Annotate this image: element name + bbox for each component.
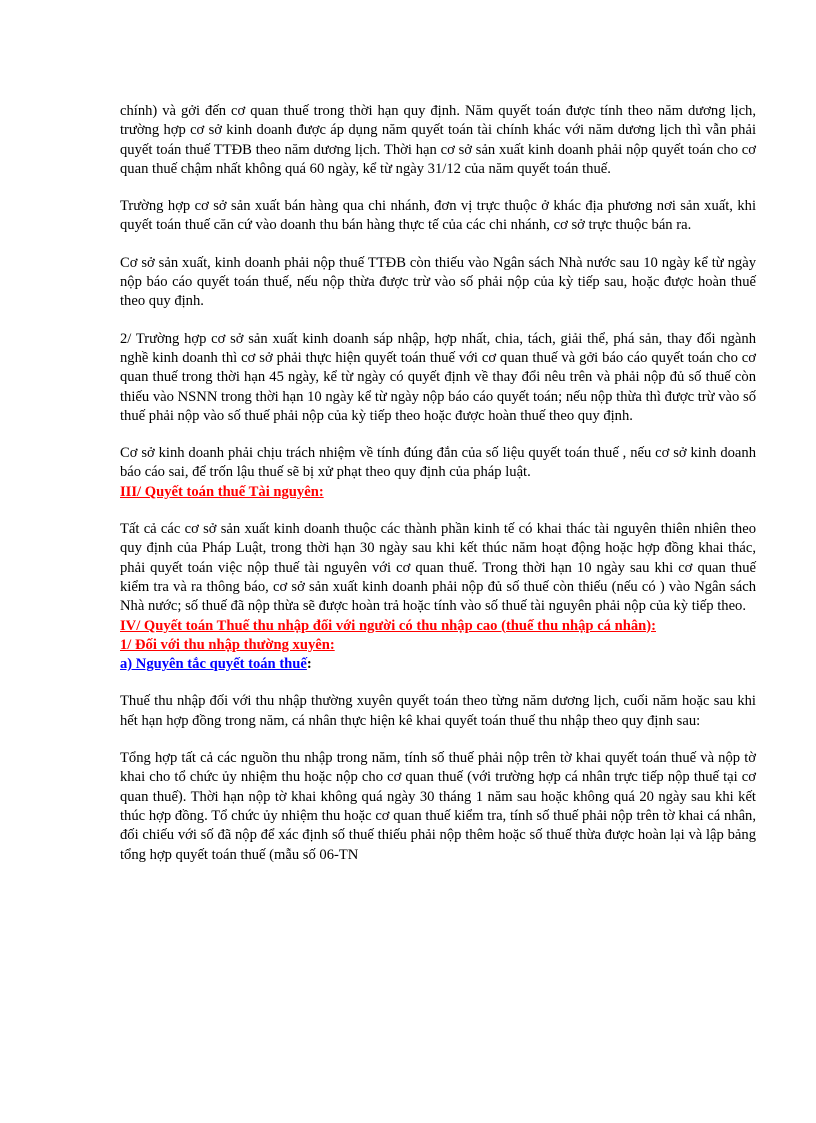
document-page: [120, 102, 756, 865]
paragraph-5: Cơ sở kinh doanh phải chịu trách nhiệm về tính đúng đắn của số liệu quyết toán thuế , nếu cơ sở kinh doanh báo cáo sai, để trốn lậu thuế sẽ bị xử phạt theo quy định của pháp luật.: [120, 445, 756, 481]
paragraph-3: Cơ sở sản xuất, kinh doanh phải nộp thuế TTĐB còn thiếu vào Ngân sách Nhà nước sau 10 ngày kể từ ngày nộp báo cáo quyết toán thuế, nếu nộp thừa được trừ vào số phải nộp của kỳ tiếp sau, hoặc được hoàn thuế theo quy định.: [120, 254, 756, 310]
paragraph-8: Tổng hợp tất cả các nguồn thu nhập trong năm, tính số thuế phải nộp trên tờ khai quyết toán thuế và nộp tờ khai cho tổ chức ủy nhiệm thu hoặc nộp cho cơ quan thuế (với trường hợp cá nhân trực tiếp nộp thuế tại cơ quan thuế). Thời hạn nộp tờ khai không quá ngày 30 tháng 1 năm sau hoặc không quá 20 ngày sau khi kết thúc hợp đồng. Tổ chức ủy nhiệm thu hoặc cơ quan thuế kiểm tra, tính số thuế phải nộp trên tờ khai cá nhân, đối chiếu với số đã nộp để xác định số thuế thiếu phải nộp thêm hoặc số thuế thừa được hoàn lại và lập bảng tổng hợp quyết toán thuế (mẫu số 06-TN: [120, 750, 756, 863]
heading-section-3: III/ Quyết toán thuế Tài nguyên:: [120, 483, 324, 500]
heading-subsection-a: [120, 655, 756, 674]
paragraph-1: chính) và gởi đến cơ quan thuế trong thời hạn quy định. Năm quyết toán được tính theo năm dương lịch, trường hợp cơ sở kinh doanh được áp dụng năm quyết toán tài chính khác với năm dương lịch thì vẫn phải quyết toán thuế TTĐB theo năm dương lịch. Thời hạn cơ sở sản xuất kinh doanh phải nộp quyết toán cho cơ quan thuế chậm nhất không quá 60 ngày, kể từ ngày 31/12 của năm quyết toán thuế.: [120, 103, 756, 177]
paragraph-6: Tất cả các cơ sở sản xuất kinh doanh thuộc các thành phần kinh tế có khai thác tài nguyên thiên nhiên theo quy định của Pháp Luật, trong thời hạn 30 ngày sau khi kết thúc năm hoạt động hoặc hợp đồng khai thác, phải quyết toán việc nộp thuế tài nguyên với cơ quan thuế. Trong thời hạn 10 ngày sau khi cơ quan thuế kiểm tra và ra thông báo, cơ sở sản xuất kinh doanh phải nộp đủ số thuế còn thiếu (nếu có ) vào Ngân sách Nhà nước; số thuế đã nộp thừa sẽ được hoàn trả hoặc tính vào số thuế tài nguyên phải nộp của kỳ tiếp theo.: [120, 521, 756, 615]
heading-subsection-1: 1/ Đối với thu nhập thường xuyên:: [120, 636, 335, 653]
heading-colon: :: [306, 656, 312, 673]
link-nguyen-tac-quyet-toan[interactable]: a) Nguyên tắc quyết toán thuế: [120, 656, 307, 673]
paragraph-4: 2/ Trường hợp cơ sở sản xuất kinh doanh sáp nhập, hợp nhất, chia, tách, giải thể, phá sản, thay đổi ngành nghề kinh doanh thì cơ sở phải thực hiện quyết toán thuế với cơ quan thuế và gởi báo cáo quyết toán cho cơ quan thuế trong thời hạn 45 ngày, kể từ ngày có quyết định về thay đổi nêu trên và phải nộp đủ số thuế còn thiếu vào NSNN trong thời hạn 10 ngày kể từ ngày nộp báo cáo quyết toán; nếu nộp thừa thì được trừ vào số thuế phải nộp vào số thuế phải nộp của kỳ tiếp theo hoặc được hoàn thuế theo quy định.: [120, 330, 756, 424]
paragraph-7: Thuế thu nhập đối với thu nhập thường xuyên quyết toán theo từng năm dương lịch, cuối năm hoặc sau khi hết hạn hợp đồng trong năm, cá nhân thực hiện kê khai quyết toán thuế thu nhập theo quy định sau:: [120, 693, 756, 729]
heading-section-4: IV/ Quyết toán Thuế thu nhập đối với người có thu nhập cao (thuế thu nhập cá nhân):: [120, 617, 656, 634]
paragraph-2: Trường hợp cơ sở sản xuất bán hàng qua chi nhánh, đơn vị trực thuộc ở khác địa phương nơi sản xuất, khi quyết toán thuế căn cứ vào doanh thu bán hàng thực tế của các chi nhánh, cơ sở trực thuộc bán ra.: [120, 198, 756, 234]
